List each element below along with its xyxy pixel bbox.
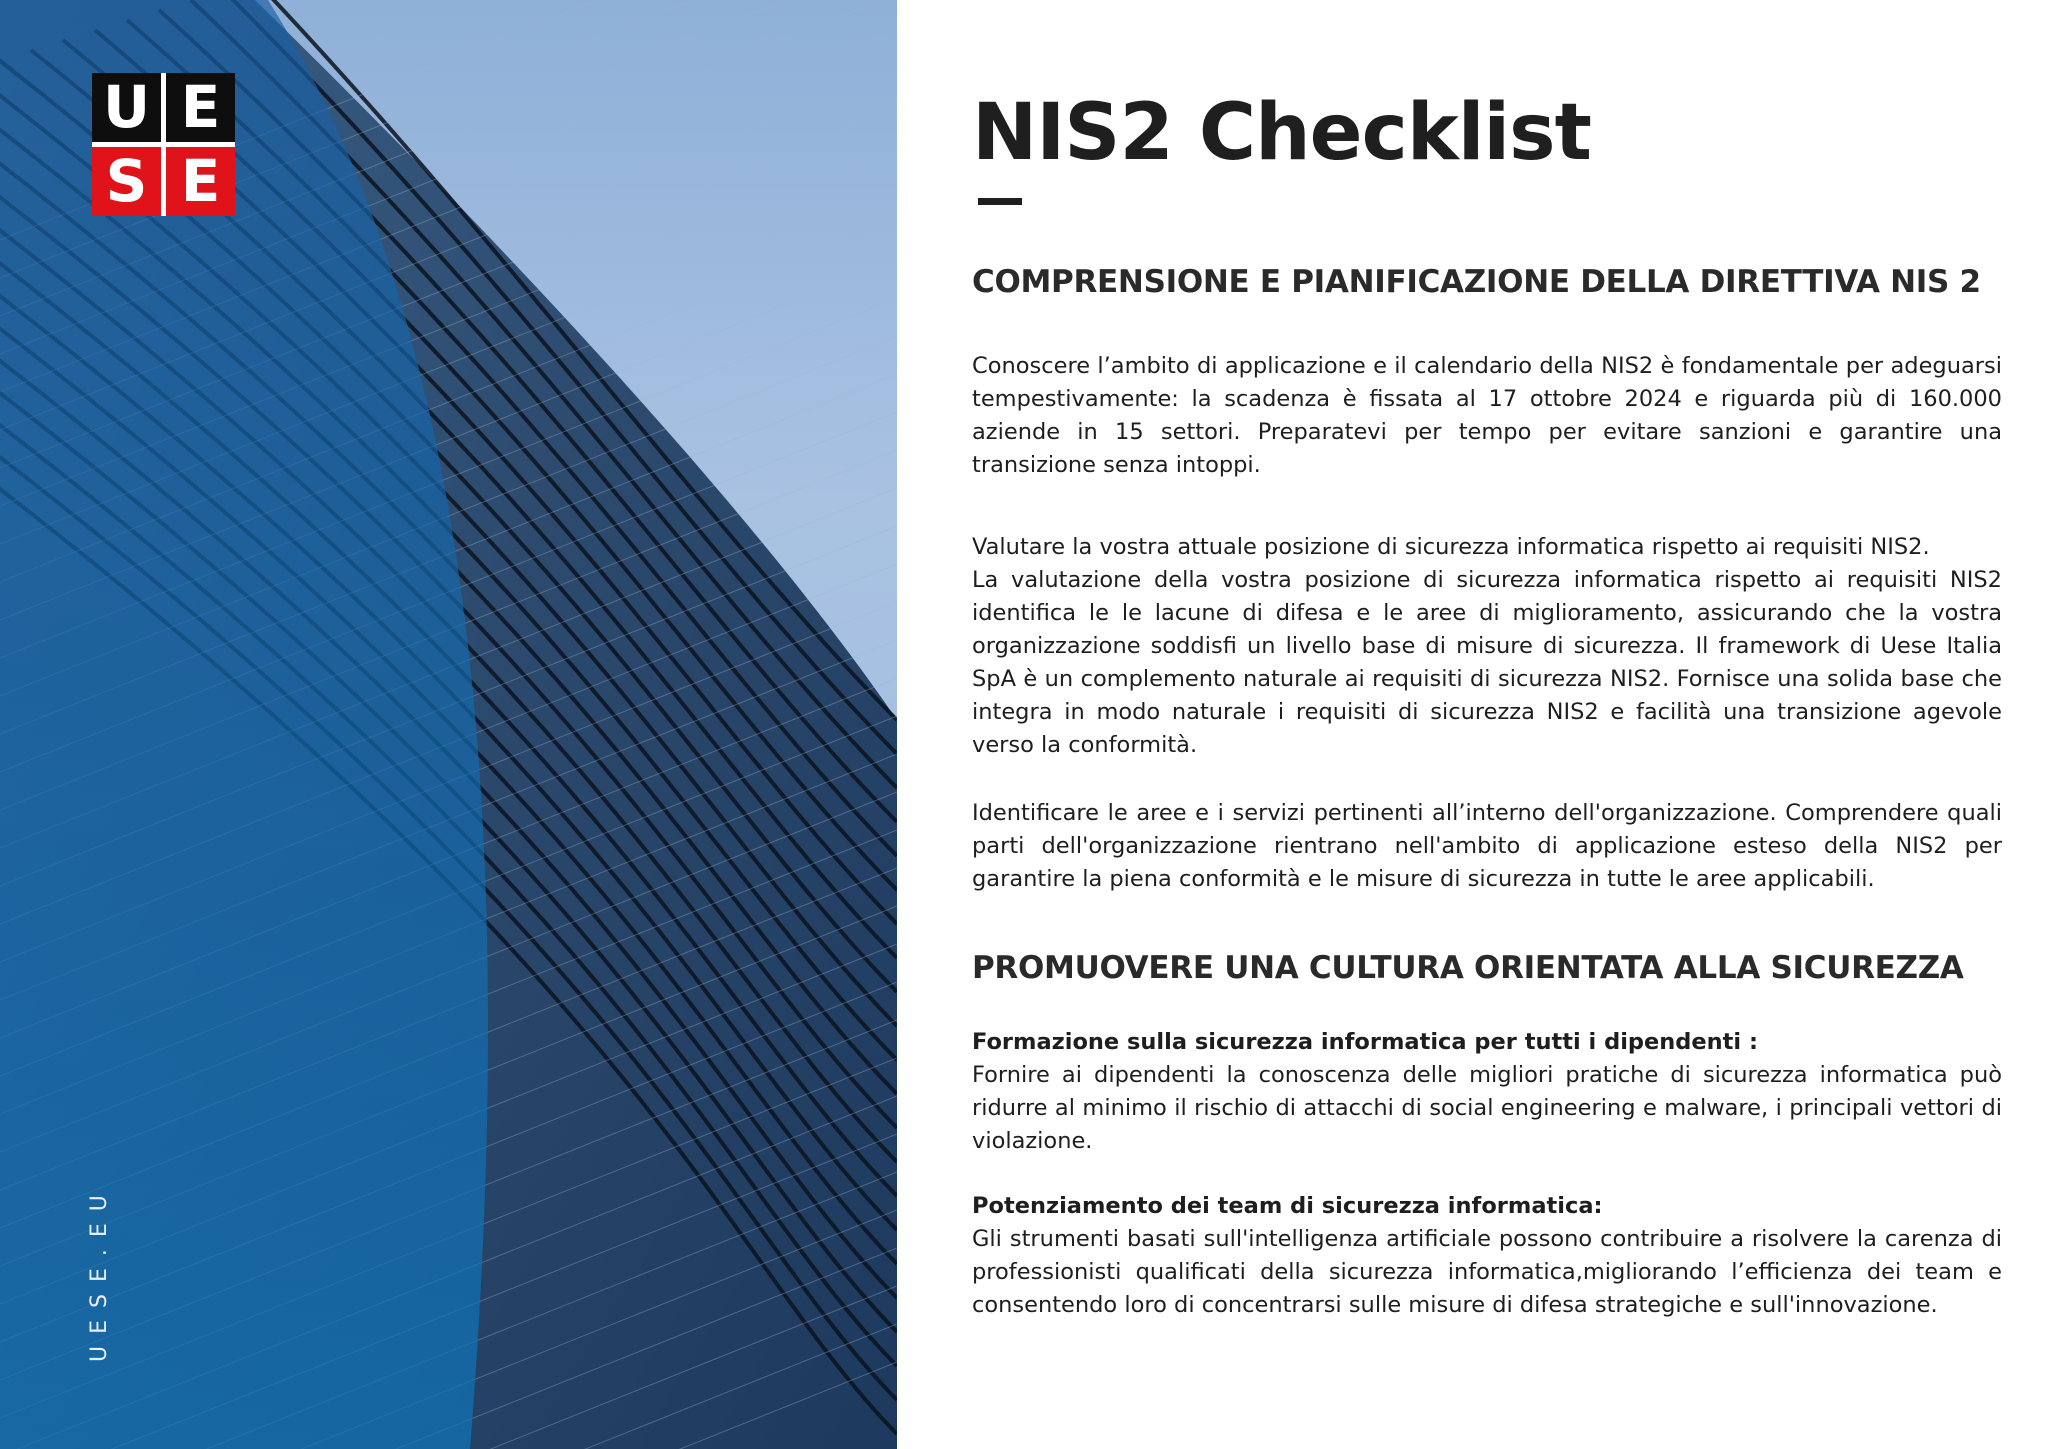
logo-letter-u: U bbox=[92, 73, 161, 142]
logo-letter-e: E bbox=[166, 73, 235, 142]
logo-letter-s: S bbox=[92, 147, 161, 216]
paragraph-training-lead: Formazione sulla sicurezza informatica per tutti i dipendenti : bbox=[972, 1029, 1758, 1055]
paragraph-teams bbox=[972, 1190, 2002, 1322]
paragraph-identify-areas-text: Identificare le aree e i servizi pertinenti all’interno dell'organizzazione. Comprendere quali parti dell'organizzazione rientrano nell'ambito di applicazione esteso della NIS2 per garantire la piena conformità e le misure di sicurezza in tutte le aree applicabili. bbox=[972, 800, 2002, 892]
building-photo bbox=[0, 0, 897, 1449]
uese-logo bbox=[92, 73, 235, 216]
paragraph-assessment-text: La valutazione della vostra posizione di sicurezza informatica rispetto ai requisiti NIS2 identifica le le lacune di difesa e le aree di miglioramento, assicurando che la vostra organizzazione soddisfi un livello base di misure di sicurezza. Il framework di Uese Italia SpA è un complemento naturale ai requisiti di sicurezza NIS2. Fornisce una solida base che integra in modo naturale i requisiti di sicurezza NIS2 e facilità una transizione agevole verso la conformità. bbox=[972, 567, 2002, 758]
section-heading-planning: COMPRENSIONE E PIANIFICAZIONE DELLA DIRETTIVA NIS 2 bbox=[972, 264, 1981, 300]
paragraph-assessment bbox=[972, 531, 2002, 762]
website-url[interactable]: UESE.EU bbox=[87, 1183, 112, 1362]
paragraph-teams-lead: Potenziamento dei team di sicurezza informatica: bbox=[972, 1193, 1603, 1219]
glass-facade-image bbox=[0, 0, 897, 1449]
paragraph-teams-text: Gli strumenti basati sull'intelligenza artificiale possono contribuire a risolvere la carenza di professionisti qualificati della sicurezza informatica,migliorando l’efficienza dei team e consentendo loro di concentrarsi sulle misure di difesa strategiche e sull'innovazione. bbox=[972, 1226, 2002, 1318]
paragraph-scope bbox=[972, 350, 2002, 482]
paragraph-scope-text: Conoscere l’ambito di applicazione e il calendario della NIS2 è fondamentale per adeguarsi tempestivamente: la scadenza è fissata al 17 ottobre 2024 e riguarda più di 160.000 aziende in 15 settori. Preparatevi per tempo per evitare sanzioni e garantire una transizione senza intoppi. bbox=[972, 353, 2002, 478]
paragraph-training-text: Fornire ai dipendenti la conoscenza delle migliori pratiche di sicurezza informatica può ridurre al minimo il rischio di attacchi di social engineering e malware, i principali vettori di violazione. bbox=[972, 1062, 2002, 1154]
title-underline bbox=[978, 198, 1022, 205]
paragraph-identify-areas bbox=[972, 797, 2002, 896]
section-heading-culture: PROMUOVERE UNA CULTURA ORIENTATA ALLA SICUREZZA bbox=[972, 950, 1964, 986]
paragraph-training bbox=[972, 1026, 2002, 1158]
paragraph-assessment-lead: Valutare la vostra attuale posizione di sicurezza informatica rispetto ai requisiti NIS2. bbox=[972, 534, 1930, 560]
logo-letter-e-red: E bbox=[166, 147, 235, 216]
page-title: NIS2 Checklist bbox=[972, 88, 1591, 178]
